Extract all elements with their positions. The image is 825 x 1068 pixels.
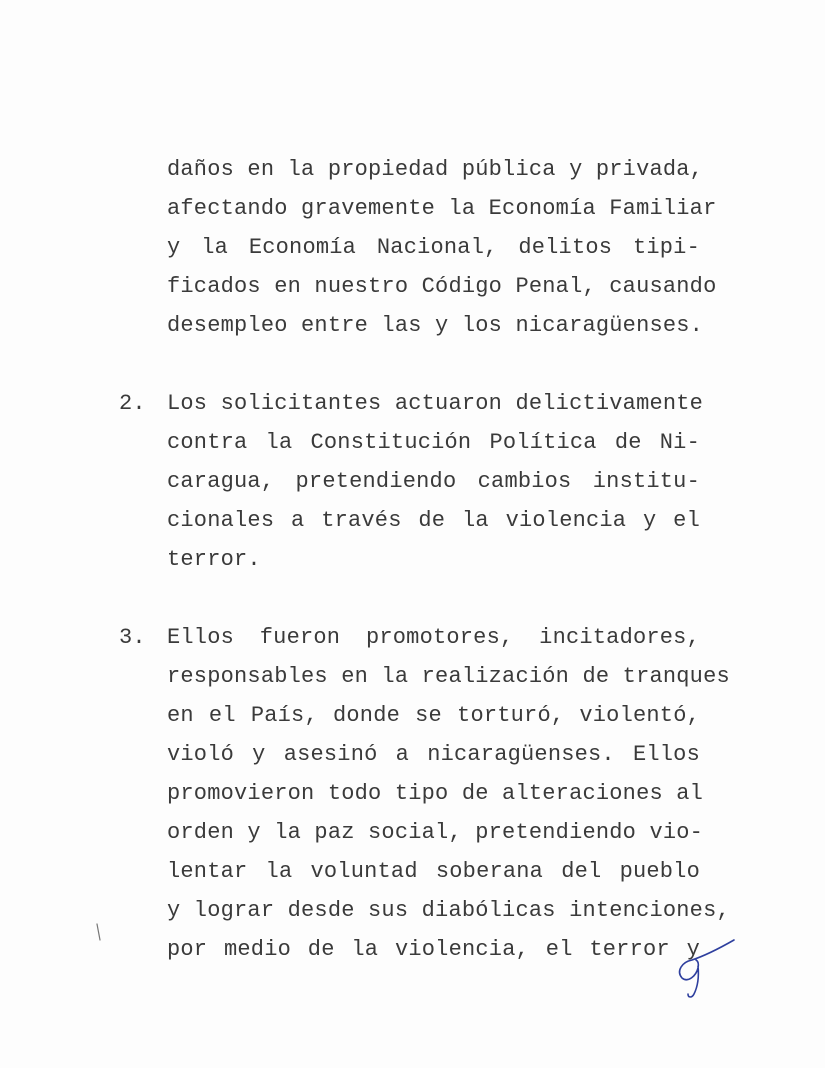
list-item-line: promovieron todo tipo de alteraciones al [167,781,704,806]
list-item-line: cionales a través de la violencia y el [167,508,700,533]
list-item-number: 3. [119,625,146,650]
list-item-line: en el País, donde se torturó, violentó, [167,703,700,728]
list-item-line: lentar la voluntad soberana del pueblo [167,859,700,884]
list-item-line: responsables en la realización de tranques [167,664,730,689]
paragraph-line: y la Economía Nacional, delitos tipi- [167,235,700,260]
paragraph-line: ficados en nuestro Código Penal, causando [167,274,717,299]
list-item-line: y lograr desde sus diabólicas intenciones, [167,898,730,923]
list-item-line: por medio de la violencia, el terror y [167,937,700,962]
paragraph-line: desempleo entre las y los nicaragüenses. [167,313,704,338]
list-item-line: orden y la paz social, pretendiendo vio- [167,820,704,845]
list-item-line: contra la Constitución Política de Ni- [167,430,700,455]
list-item-line: violó y asesinó a nicaragüenses. Ellos [167,742,700,767]
paragraph-line: afectando gravemente la Economía Familiar [167,196,717,221]
list-item-line: Los solicitantes actuaron delictivamente [167,391,704,416]
list-item-line: caragua, pretendiendo cambios institu- [167,469,700,494]
list-item-number: 2. [119,391,146,416]
paragraph-line: daños en la propiedad pública y privada, [167,157,704,182]
list-item-line: terror. [167,547,261,572]
handwritten-initial-icon [668,938,740,1000]
list-item-line: Ellos fueron promotores, incitadores, [167,625,700,650]
scan-mark-icon [95,922,103,944]
